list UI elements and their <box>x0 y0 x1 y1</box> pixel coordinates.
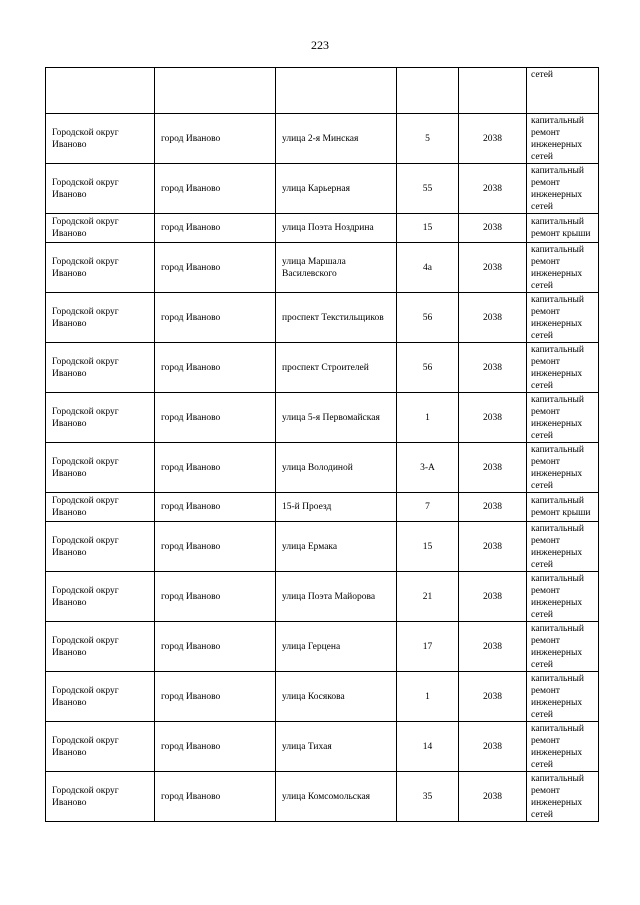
table-row <box>46 772 599 822</box>
cell-year: 2038 <box>459 114 527 164</box>
cell-work: капитальный ремонт инженерных сетей <box>527 164 599 214</box>
cell-year: 2038 <box>459 293 527 343</box>
cell-work: сетей <box>527 68 599 114</box>
cell-city: город Иваново <box>155 164 276 214</box>
cell-district: Городской округ Иваново <box>46 443 155 493</box>
cell-house: 3-А <box>397 443 459 493</box>
cell-year: 2038 <box>459 214 527 243</box>
cell-work: капитальный ремонт инженерных сетей <box>527 522 599 572</box>
cell-house: 1 <box>397 672 459 722</box>
cell-work: капитальный ремонт крыши <box>527 493 599 522</box>
cell-house: 7 <box>397 493 459 522</box>
cell-city: город Иваново <box>155 214 276 243</box>
cell-house: 55 <box>397 164 459 214</box>
cell-city: город Иваново <box>155 622 276 672</box>
cell-work: капитальный ремонт инженерных сетей <box>527 293 599 343</box>
cell-house: 21 <box>397 572 459 622</box>
table-row <box>46 443 599 493</box>
cell-work: капитальный ремонт инженерных сетей <box>527 243 599 293</box>
cell-work: капитальный ремонт инженерных сетей <box>527 572 599 622</box>
cell-district: Городской округ Иваново <box>46 164 155 214</box>
cell-house: 5 <box>397 114 459 164</box>
cell-year: 2038 <box>459 243 527 293</box>
cell-city: город Иваново <box>155 672 276 722</box>
cell-city: город Иваново <box>155 722 276 772</box>
cell-district: Городской округ Иваново <box>46 622 155 672</box>
cell-street: улица Ермака <box>276 522 397 572</box>
cell-house: 17 <box>397 622 459 672</box>
cell-year: 2038 <box>459 572 527 622</box>
cell-year: 2038 <box>459 443 527 493</box>
table-row <box>46 672 599 722</box>
cell-city: город Иваново <box>155 393 276 443</box>
cell-district: Городской округ Иваново <box>46 393 155 443</box>
cell-street: проспект Строителей <box>276 343 397 393</box>
cell-house: 35 <box>397 772 459 822</box>
cell-year: 2038 <box>459 672 527 722</box>
cell-street: улица Поэта Майорова <box>276 572 397 622</box>
cell-work: капитальный ремонт инженерных сетей <box>527 114 599 164</box>
cell-city: город Иваново <box>155 443 276 493</box>
cell-street: улица Герцена <box>276 622 397 672</box>
cell-district: Городской округ Иваново <box>46 772 155 822</box>
cell-street: проспект Текстильщиков <box>276 293 397 343</box>
cell-street: улица Комсомольская <box>276 772 397 822</box>
cell-house: 15 <box>397 214 459 243</box>
cell-year: 2038 <box>459 164 527 214</box>
cell-city: город Иваново <box>155 572 276 622</box>
cell-district <box>46 68 155 114</box>
cell-year: 2038 <box>459 722 527 772</box>
cell-city: город Иваново <box>155 114 276 164</box>
table-row <box>46 572 599 622</box>
cell-year <box>459 68 527 114</box>
table-row-continued <box>46 68 599 114</box>
cell-district: Городской округ Иваново <box>46 114 155 164</box>
cell-year: 2038 <box>459 343 527 393</box>
cell-work: капитальный ремонт инженерных сетей <box>527 343 599 393</box>
cell-work: капитальный ремонт инженерных сетей <box>527 393 599 443</box>
cell-street: улица 2-я Минская <box>276 114 397 164</box>
cell-house: 56 <box>397 343 459 393</box>
cell-city: город Иваново <box>155 522 276 572</box>
table-row <box>46 343 599 393</box>
cell-city <box>155 68 276 114</box>
cell-district: Городской округ Иваново <box>46 243 155 293</box>
cell-district: Городской округ Иваново <box>46 722 155 772</box>
cell-street: улица Тихая <box>276 722 397 772</box>
table-row <box>46 114 599 164</box>
cell-work: капитальный ремонт инженерных сетей <box>527 443 599 493</box>
cell-district: Городской округ Иваново <box>46 343 155 393</box>
cell-street: улица Володиной <box>276 443 397 493</box>
cell-street <box>276 68 397 114</box>
cell-year: 2038 <box>459 522 527 572</box>
cell-street: улица Косякова <box>276 672 397 722</box>
cell-house: 14 <box>397 722 459 772</box>
table-row <box>46 522 599 572</box>
table-row <box>46 243 599 293</box>
table-row <box>46 393 599 443</box>
table-row <box>46 722 599 772</box>
table-row <box>46 493 599 522</box>
cell-house: 4а <box>397 243 459 293</box>
cell-house <box>397 68 459 114</box>
cell-work: капитальный ремонт инженерных сетей <box>527 672 599 722</box>
cell-year: 2038 <box>459 393 527 443</box>
cell-street: улица Поэта Ноздрина <box>276 214 397 243</box>
cell-house: 1 <box>397 393 459 443</box>
table-row <box>46 293 599 343</box>
cell-street: улица 5-я Первомайская <box>276 393 397 443</box>
cell-work: капитальный ремонт инженерных сетей <box>527 722 599 772</box>
cell-work: капитальный ремонт крыши <box>527 214 599 243</box>
cell-work: капитальный ремонт инженерных сетей <box>527 622 599 672</box>
registry-table <box>45 67 599 822</box>
cell-year: 2038 <box>459 493 527 522</box>
cell-city: город Иваново <box>155 343 276 393</box>
table-row <box>46 164 599 214</box>
cell-year: 2038 <box>459 622 527 672</box>
cell-district: Городской округ Иваново <box>46 214 155 243</box>
cell-district: Городской округ Иваново <box>46 293 155 343</box>
cell-city: город Иваново <box>155 493 276 522</box>
cell-work: капитальный ремонт инженерных сетей <box>527 772 599 822</box>
page-number: 223 <box>311 38 329 52</box>
cell-street: улица Маршала Василевского <box>276 243 397 293</box>
cell-street: улица Карьерная <box>276 164 397 214</box>
table-row <box>46 214 599 243</box>
table-row <box>46 622 599 672</box>
cell-district: Городской округ Иваново <box>46 672 155 722</box>
cell-city: город Иваново <box>155 772 276 822</box>
cell-street: 15-й Проезд <box>276 493 397 522</box>
cell-district: Городской округ Иваново <box>46 493 155 522</box>
cell-house: 15 <box>397 522 459 572</box>
cell-year: 2038 <box>459 772 527 822</box>
cell-district: Городской округ Иваново <box>46 572 155 622</box>
cell-city: город Иваново <box>155 293 276 343</box>
cell-city: город Иваново <box>155 243 276 293</box>
cell-house: 56 <box>397 293 459 343</box>
cell-district: Городской округ Иваново <box>46 522 155 572</box>
